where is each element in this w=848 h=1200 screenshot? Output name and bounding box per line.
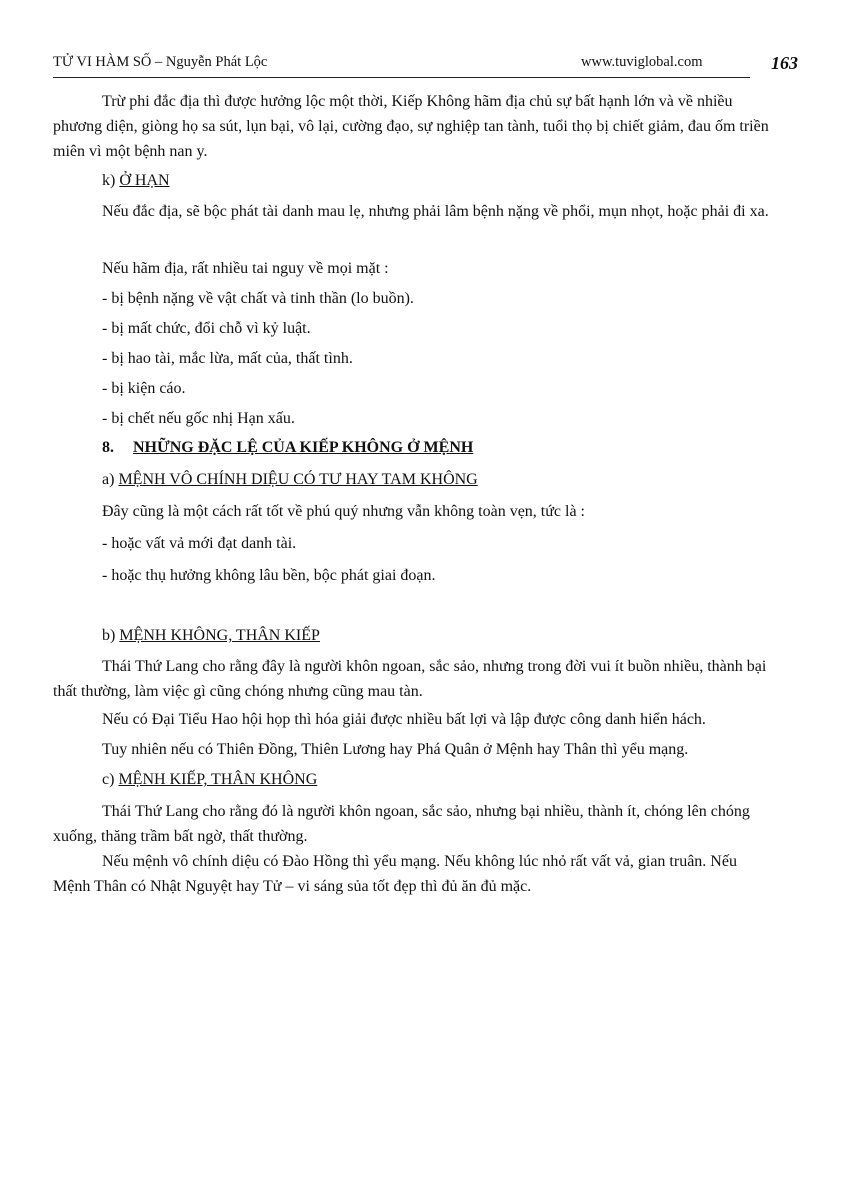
header-title: TỬ VI HÀM SỐ – Nguyễn Phát Lộc <box>53 54 268 70</box>
sub-c-paragraph-1: Thái Thứ Lang cho rằng đó là người khôn ngoan, sắc sảo, nhưng bại nhiều, thành ít, chóng lên chóng xuống, thăng trầm bất ngờ, thất thường. <box>53 803 750 845</box>
sub-a-title: MỆNH VÔ CHÍNH DIỆU CÓ TƯ HAY TAM KHÔNG <box>118 471 478 488</box>
section-k-paragraph-2: Nếu hãm địa, rất nhiều tai nguy về mọi mặt : <box>102 260 389 277</box>
section-8-number: 8. <box>102 439 114 456</box>
section-8-heading <box>102 439 473 457</box>
header-url[interactable]: www.tuviglobal.com <box>581 54 703 70</box>
section-k-prefix: k) <box>102 172 116 189</box>
page-header <box>53 50 798 78</box>
sub-c-title: MỆNH KIẾP, THÂN KHÔNG <box>118 771 318 788</box>
section-8-title: NHỮNG ĐẶC LỆ CỦA KIẾP KHÔNG Ở MỆNH <box>133 439 474 456</box>
sub-b-prefix: b) <box>102 627 116 644</box>
intro-paragraph: Trừ phi đắc địa thì được hưởng lộc một thời, Kiếp Không hãm địa chủ sự bất hạnh lớn và về nhiều phương diện, giòng họ sa sút, lụn bại, vô lại, cường đạo, sự nghiệp tan tành, tuổi thọ bị chiết giảm, đau ốm triền miên vì một bệnh nan y. <box>53 93 769 160</box>
sub-b-paragraph-1: Thái Thứ Lang cho rằng đây là người khôn ngoan, sắc sảo, nhưng trong đời vui ít buồn nhiều, thành bại thất thường, làm việc gì cũng chóng nhưng cũng mau tàn. <box>53 658 767 700</box>
list-item: - bị mất chức, đổi chỗ vì kỷ luật. <box>102 320 311 337</box>
sub-a-prefix: a) <box>102 471 115 488</box>
list-item: - hoặc thụ hưởng không lâu bền, bộc phát giai đoạn. <box>102 567 436 584</box>
sub-b-paragraph-2: Nếu có Đại Tiểu Hao hội họp thì hóa giải được nhiều bất lợi và lập được công danh hiển hách. <box>102 711 706 728</box>
sub-b-title: MỆNH KHÔNG, THÂN KIẾP <box>119 627 320 644</box>
sub-a-heading <box>102 467 782 492</box>
section-k-paragraph-1: Nếu đắc địa, sẽ bộc phát tài danh mau lẹ, nhưng phải lâm bệnh nặng về phổi, mụn nhọt, hoặc phải đi xa. <box>102 203 769 220</box>
sub-c-heading <box>102 767 782 792</box>
section-k-heading <box>102 168 782 193</box>
list-item: - bị chết nếu gốc nhị Hạn xấu. <box>102 410 295 427</box>
list-item: - hoặc vất vả mới đạt danh tài. <box>102 535 297 552</box>
sub-c-paragraph-2: Nếu mệnh vô chính diệu có Đào Hồng thì yểu mạng. Nếu không lúc nhỏ rất vất vả, gian truân. Nếu Mệnh Thân có Nhật Nguyệt hay Tử – vi sáng sủa tốt đẹp thì đủ ăn đủ mặc. <box>53 853 737 895</box>
sub-a-paragraph-1: Đây cũng là một cách rất tốt về phú quý nhưng vẫn không toàn vẹn, tức là : <box>102 503 585 520</box>
sub-b-paragraph-3: Tuy nhiên nếu có Thiên Đồng, Thiên Lương hay Phá Quân ở Mệnh hay Thân thì yểu mạng. <box>102 741 689 758</box>
header-divider <box>53 77 750 78</box>
list-item: - bị bệnh nặng về vật chất và tinh thần (lo buồn). <box>102 290 414 307</box>
page-number: 163 <box>771 53 798 73</box>
list-item: - bị kiện cáo. <box>102 380 186 397</box>
section-k-title: Ở HẠN <box>119 172 170 189</box>
list-item: - bị hao tài, mắc lừa, mất của, thất tình. <box>102 350 353 367</box>
sub-b-heading <box>102 623 782 648</box>
sub-c-prefix: c) <box>102 771 115 788</box>
